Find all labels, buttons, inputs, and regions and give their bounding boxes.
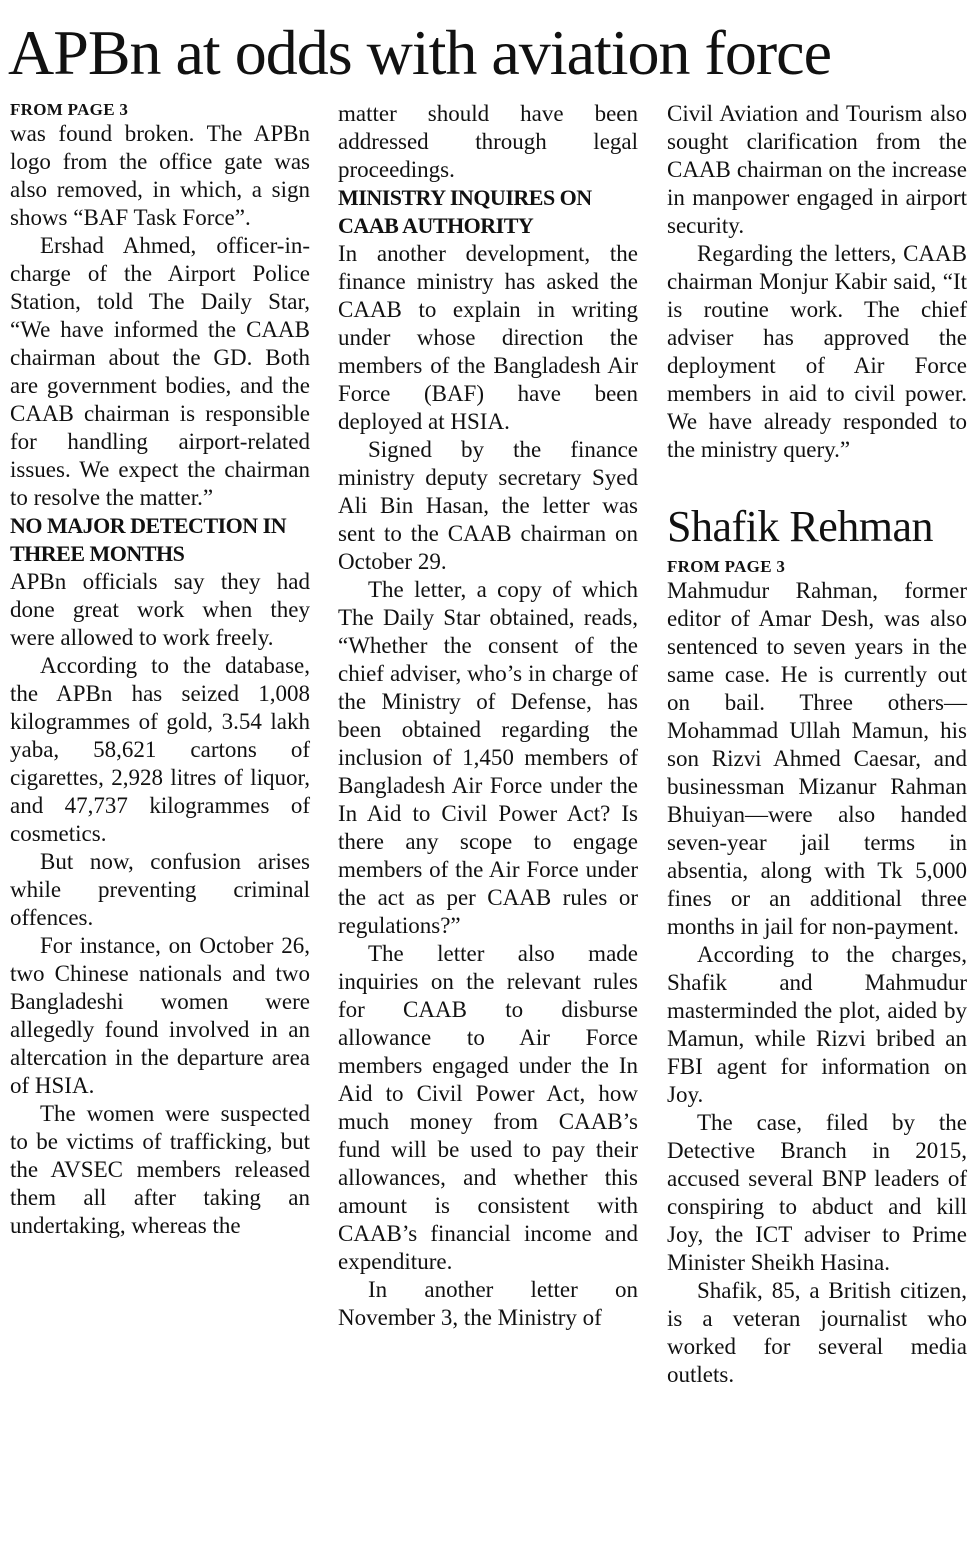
paragraph: Shafik, 85, a British citizen, is a veteran journalist who worked for several media outlets. (667, 1278, 967, 1387)
subheading: NO MAJOR DETECTION IN THREE MONTHS (10, 513, 287, 566)
paragraph: was found broken. The APBn logo from the office gate was also removed, in which, a sign shows “BAF Task Force”. (10, 121, 310, 230)
paragraph: matter should have been addressed through legal proceedings. (338, 101, 638, 182)
paragraph: In another development, the finance ministry has asked the CAAB to explain in writing under whose direction the members of the Bangladesh Air Force (BAF) have been deployed at HSIA. (338, 241, 638, 434)
paragraph: According to the charges, Shafik and Mahmudur masterminded the plot, aided by Mamun, while Rizvi bribed an FBI agent for information on Joy. (667, 942, 967, 1107)
subheading: MINISTRY INQUIRES ON CAAB AUTHORITY (338, 185, 592, 238)
from-page-label: FROM PAGE 3 (667, 557, 786, 576)
paragraph: The women were suspected to be victims of trafficking, but the AVSEC members released them all after taking an undertaking, whereas the (10, 1101, 310, 1238)
paragraph: But now, confusion arises while preventing criminal offences. (10, 849, 310, 930)
paragraph: Regarding the letters, CAAB chairman Monjur Kabir said, “It is routine work. The chief adviser has approved the deployment of Air Force members in aid to civil power. We have already responded to the ministry query.” (667, 241, 967, 462)
paragraph: According to the database, the APBn has seized 1,008 kilogrammes of gold, 3.54 lakh yaba, 58,621 cartons of cigarettes, 2,928 litres of liquor, and 47,737 kilogrammes of cosmetics. (10, 653, 310, 846)
column-1 (10, 100, 310, 1240)
paragraph: Civil Aviation and Tourism also sought clarification from the CAAB chairman on the increase in manpower engaged in airport security. (667, 101, 967, 238)
story-2-headline: Shafik Rehman (667, 502, 934, 551)
paragraph: Mahmudur Rahman, former editor of Amar Desh, was also sentenced to seven years in the same case. He is currently out on bail. Three others—Mohammad Ullah Mamun, his son Rizvi Ahmed Caesar, and businessman Mizanur Rahman Bhuiyan—were also handed seven-year jail terms in absentia, along with Tk 5,000 fines or an additional three months in jail for non-payment. (667, 578, 967, 939)
paragraph: APBn officials say they had done great work when they were allowed to work freely. (10, 569, 310, 650)
paragraph: In another letter on November 3, the Ministry of (338, 1277, 638, 1330)
paragraph: For instance, on October 26, two Chinese nationals and two Bangladeshi women were allegedly found involved in an altercation in the departure area of HSIA. (10, 933, 310, 1098)
paragraph: Ershad Ahmed, officer-in-charge of the Airport Police Station, told The Daily Star, “We have informed the CAAB chairman about the GD. Both are government bodies, and the CAAB chairman is responsible for handling airport-related issues. We expect the chairman to resolve the matter.” (10, 233, 310, 510)
column-2 (338, 100, 638, 1332)
paragraph: The letter also made inquiries on the relevant rules for CAAB to disburse allowance to Air Force members engaged under the In Aid to Civil Power Act, how much money from CAAB’s fund will be used to pay their allowances, and whether this amount is consistent with CAAB’s financial income and expenditure. (338, 941, 638, 1274)
from-page-label: FROM PAGE 3 (10, 100, 129, 119)
paragraph: Signed by the finance ministry deputy secretary Syed Ali Bin Hasan, the letter was sent to the CAAB chairman on October 29. (338, 437, 638, 574)
paragraph: The letter, a copy of which The Daily Star obtained, reads, “Whether the consent of the chief adviser, who’s in charge of the Ministry of Defense, has been obtained regarding the inclusion of 1,450 members of Bangladesh Air Force under the In Aid to Civil Power Act? Is there any scope to engage members of the Air Force under the act as per CAAB rules or regulations?” (338, 577, 638, 938)
headline: APBn at odds with aviation force (8, 17, 831, 88)
column-3 (667, 100, 967, 1389)
paragraph: The case, filed by the Detective Branch in 2015, accused several BNP leaders of conspiring to abduct and kill Joy, the ICT adviser to Prime Minister Sheikh Hasina. (667, 1110, 967, 1275)
